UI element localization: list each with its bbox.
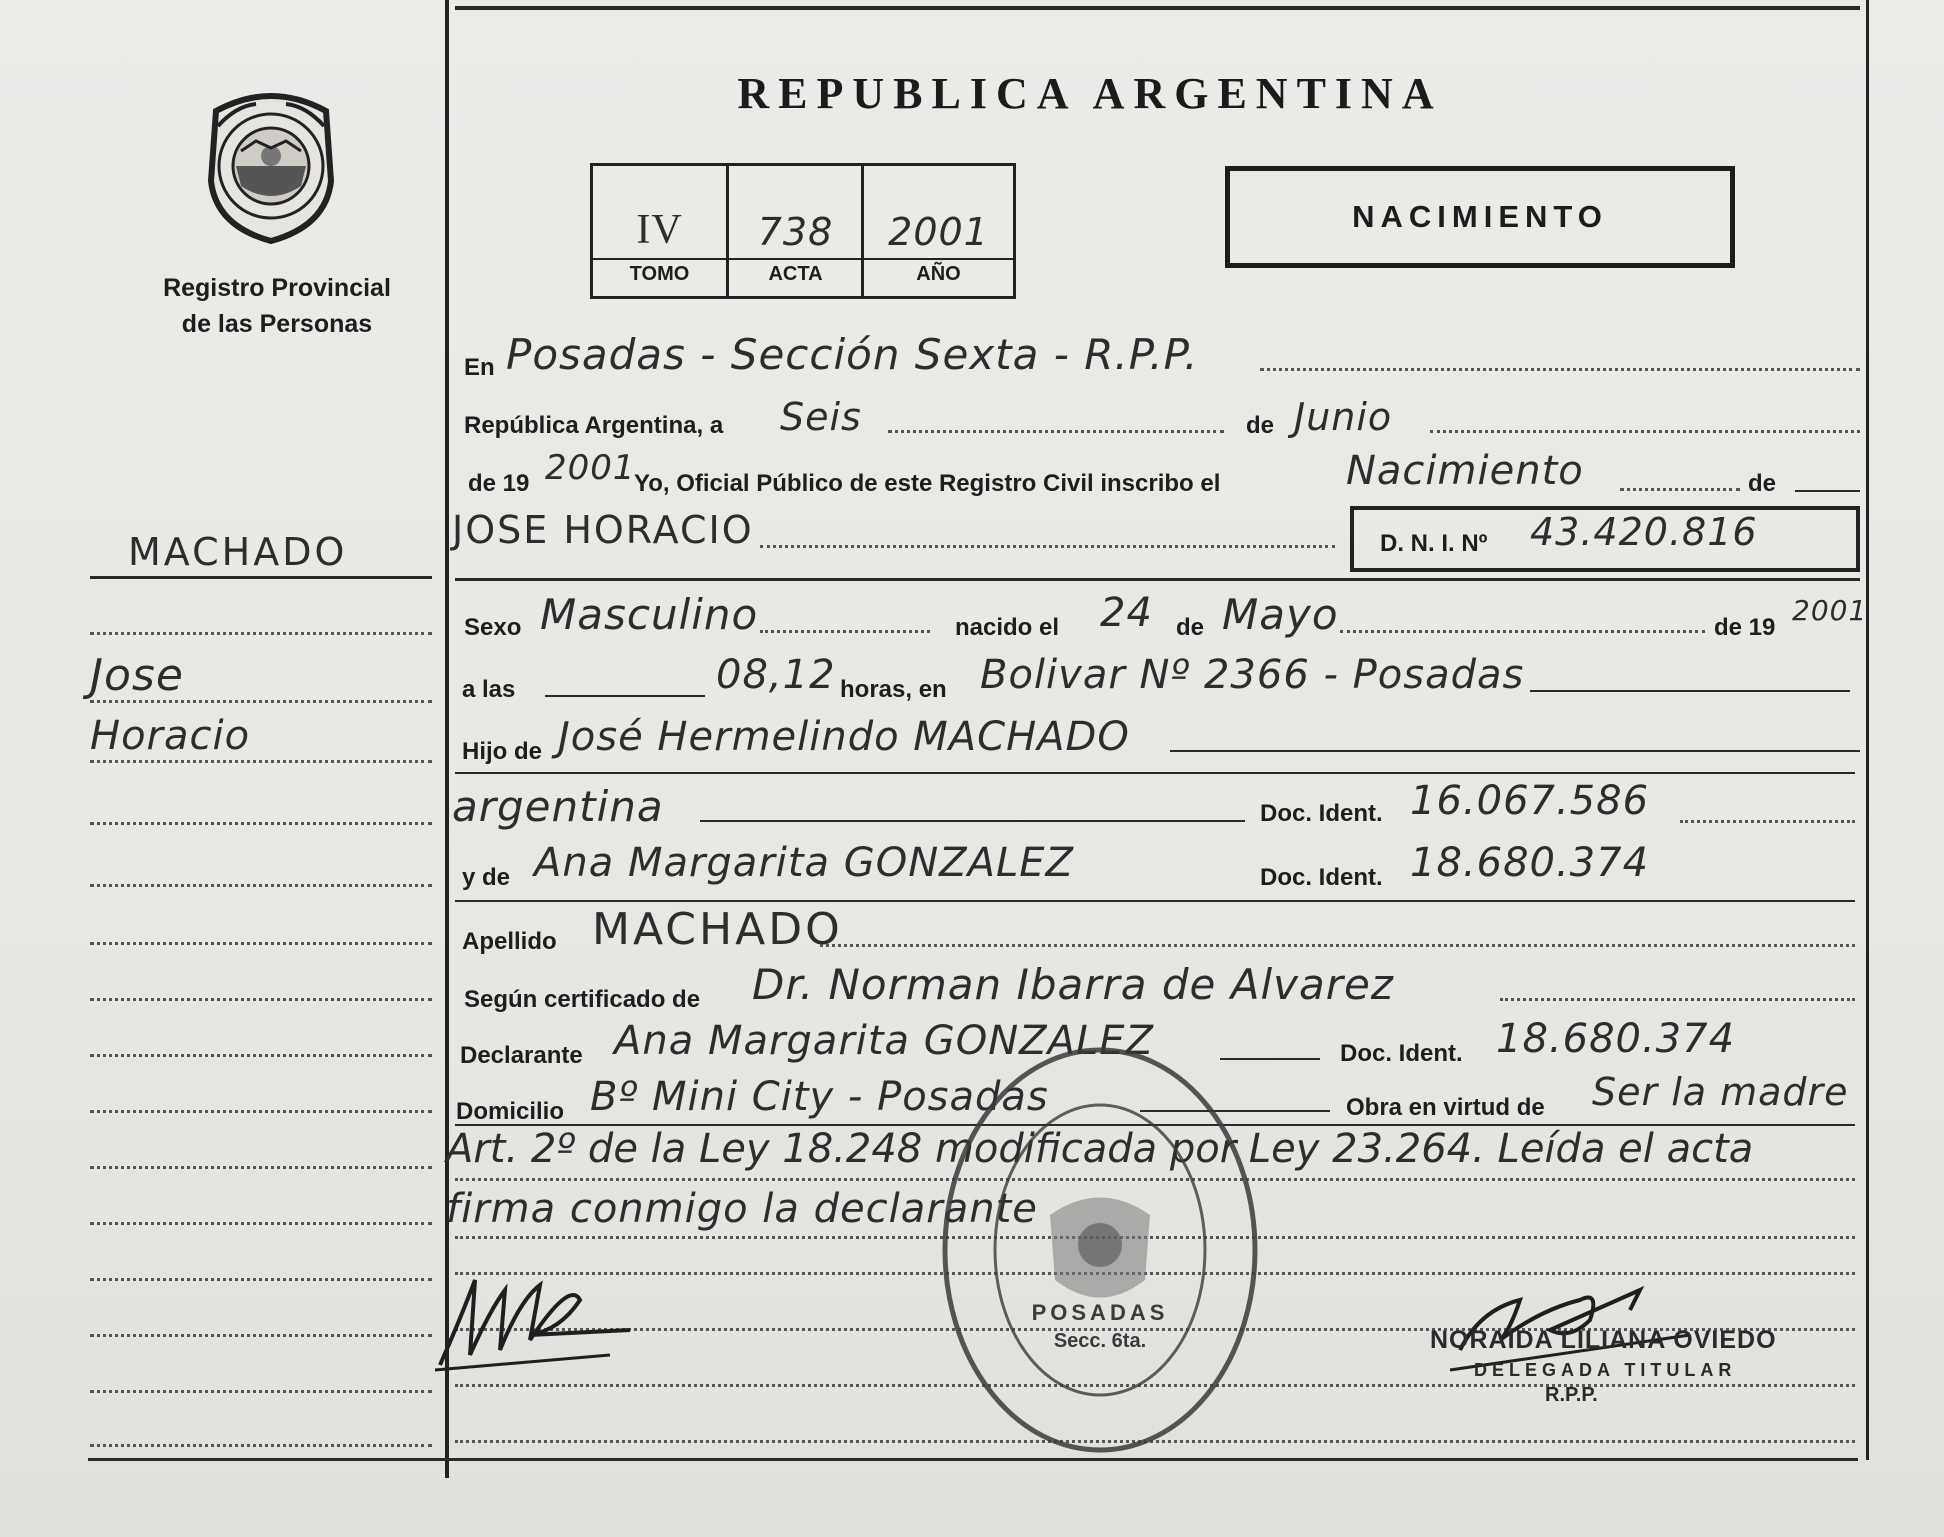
certificado-label: Según certificado de (464, 986, 701, 1013)
fill-line (760, 630, 930, 633)
fill-line (1170, 750, 1860, 752)
dni-label: D. N. I. Nº (1380, 530, 1488, 557)
official-office: R.P.P. (1545, 1384, 1598, 1406)
birth-hour: 08,12 (716, 652, 836, 698)
margin-dotted-line (90, 1110, 432, 1113)
fill-line (1430, 430, 1860, 433)
tomo-value: IV (636, 207, 683, 253)
ano-label: AÑO (916, 263, 961, 285)
official-name: NORAIDA LILIANA OVIEDO (1430, 1326, 1777, 1354)
margin-dotted-line (90, 1390, 432, 1393)
legal-note-line1: Art. 2º de la Ley 18.248 modificada por Ley 23.264. Leída el acta (446, 1126, 1754, 1172)
declarante-value: Ana Margarita GONZALEZ (614, 1018, 1154, 1064)
registration-day: Seis (780, 395, 862, 439)
de-label: de (1246, 412, 1275, 439)
year-prefix-label: de 19 (468, 470, 530, 497)
top-border (455, 6, 1860, 10)
child-name: JOSE HORACIO (452, 508, 754, 552)
stamp-city: POSADAS (1031, 1300, 1169, 1325)
birth-place: Bolivar Nº 2366 - Posadas (980, 652, 1525, 698)
declarante-doc-label: Doc. Ident. (1340, 1040, 1463, 1067)
de19-label: de 19 (1714, 614, 1776, 641)
ano-value: 2001 (888, 210, 989, 254)
father-name: José Hermelindo MACHADO (558, 714, 1130, 760)
act-type: Nacimiento (1346, 448, 1584, 494)
section-rule (455, 578, 1860, 581)
margin-divider (445, 0, 449, 1478)
dni-value: 43.420.816 (1530, 510, 1758, 554)
en-label: En (464, 354, 495, 381)
yde-label: y de (462, 864, 511, 891)
mother-doc-value: 18.680.374 (1410, 840, 1650, 886)
birth-day: 24 (1100, 590, 1153, 636)
fill-line (1260, 368, 1860, 371)
father-nationality: argentina (452, 782, 664, 831)
fill-line (820, 944, 1855, 947)
fill-line (1500, 998, 1855, 1001)
declarante-doc-value: 18.680.374 (1496, 1016, 1736, 1062)
margin-given-name-2: Horacio (90, 713, 251, 759)
birth-year: 2001 (1792, 594, 1868, 627)
fill-line (760, 545, 1335, 548)
apellido-value: MACHADO (592, 904, 843, 955)
margin-dotted-line (90, 1166, 432, 1169)
republica-label: República Argentina, a (464, 412, 724, 439)
margin-dotted-line (90, 1222, 432, 1225)
hijo-label: Hijo de (462, 738, 543, 765)
certificado-value: Dr. Norman Ibarra de Alvarez (752, 960, 1394, 1009)
de3-label: de (1176, 614, 1205, 641)
domicilio-label: Domicilio (456, 1098, 565, 1125)
mother-doc-label: Doc. Ident. (1260, 864, 1383, 891)
father-doc-label: Doc. Ident. (1260, 800, 1383, 827)
margin-surname: MACHADO (128, 530, 348, 574)
margin-dotted-line (90, 1444, 432, 1447)
margin-dotted-line (90, 1054, 432, 1057)
sexo-label: Sexo (464, 614, 522, 641)
legal-note-line2: firma conmigo la declarante (446, 1186, 1038, 1232)
margin-dotted-line (90, 884, 432, 887)
margin-dotted-line (90, 942, 432, 945)
margin-given-name-1: Jose (90, 650, 184, 701)
fill-line (888, 430, 1224, 433)
declarante-label: Declarante (460, 1042, 583, 1069)
declarant-signature (430, 1260, 650, 1380)
margin-dotted-line (90, 760, 432, 763)
dni-box (1350, 506, 1860, 572)
registration-month: Junio (1294, 395, 1393, 439)
margin-dotted-line (90, 822, 432, 825)
section-rule (455, 900, 1855, 902)
margin-dotted-line (90, 1334, 432, 1337)
section-rule (455, 772, 1855, 774)
fill-line (700, 820, 1245, 822)
misiones-coat-of-arms-logo (196, 86, 346, 246)
margin-dotted-line (90, 632, 432, 635)
horas-label: horas, en (840, 676, 947, 703)
obra-label: Obra en virtud de (1346, 1094, 1545, 1121)
de2-label: de (1748, 470, 1777, 497)
mother-name: Ana Margarita GONZALEZ (534, 840, 1074, 886)
margin-dotted-line (90, 1278, 432, 1281)
registry-name-line1: Registro Provincial (163, 274, 391, 302)
apellido-label: Apellido (462, 928, 557, 955)
fill-line (1530, 690, 1850, 692)
acta-label: ACTA (768, 263, 823, 285)
country-title: REPUBLICA ARGENTINA (737, 69, 1443, 118)
registration-year: 2001 (545, 448, 636, 488)
margin-rule (90, 576, 432, 579)
fill-line (545, 695, 705, 697)
acta-value: 738 (757, 210, 834, 254)
fill-line (1620, 488, 1740, 491)
place-of-registration: Posadas - Sección Sexta - R.P.P. (506, 330, 1199, 379)
registry-seal-stamp (935, 1040, 1265, 1460)
officer-statement: Yo, Oficial Público de este Registro Civil inscribo el (634, 470, 1221, 497)
sexo-value: Masculino (540, 590, 759, 639)
margin-dotted-line (90, 700, 432, 703)
fill-line (1795, 490, 1860, 492)
fill-line (1340, 630, 1705, 633)
right-border (1866, 0, 1869, 1460)
record-type-box: NACIMIENTO (1225, 166, 1735, 268)
fill-line (1680, 820, 1855, 823)
tomo-label: TOMO (629, 263, 690, 285)
birth-month: Mayo (1222, 590, 1339, 639)
margin-dotted-line (90, 998, 432, 1001)
stamp-section: Secc. 6ta. (1053, 1330, 1147, 1352)
nacido-label: nacido el (955, 614, 1060, 641)
registry-name-line2: de las Personas (181, 310, 373, 338)
official-title: DELEGADA TITULAR (1474, 1360, 1737, 1380)
record-number-box (590, 163, 1016, 299)
father-doc-value: 16.067.586 (1410, 778, 1650, 824)
obra-value: Ser la madre (1592, 1070, 1849, 1114)
alas-label: a las (462, 676, 516, 703)
domicilio-value: Bº Mini City - Posadas (590, 1074, 1049, 1120)
box-label-rule (593, 258, 1013, 260)
